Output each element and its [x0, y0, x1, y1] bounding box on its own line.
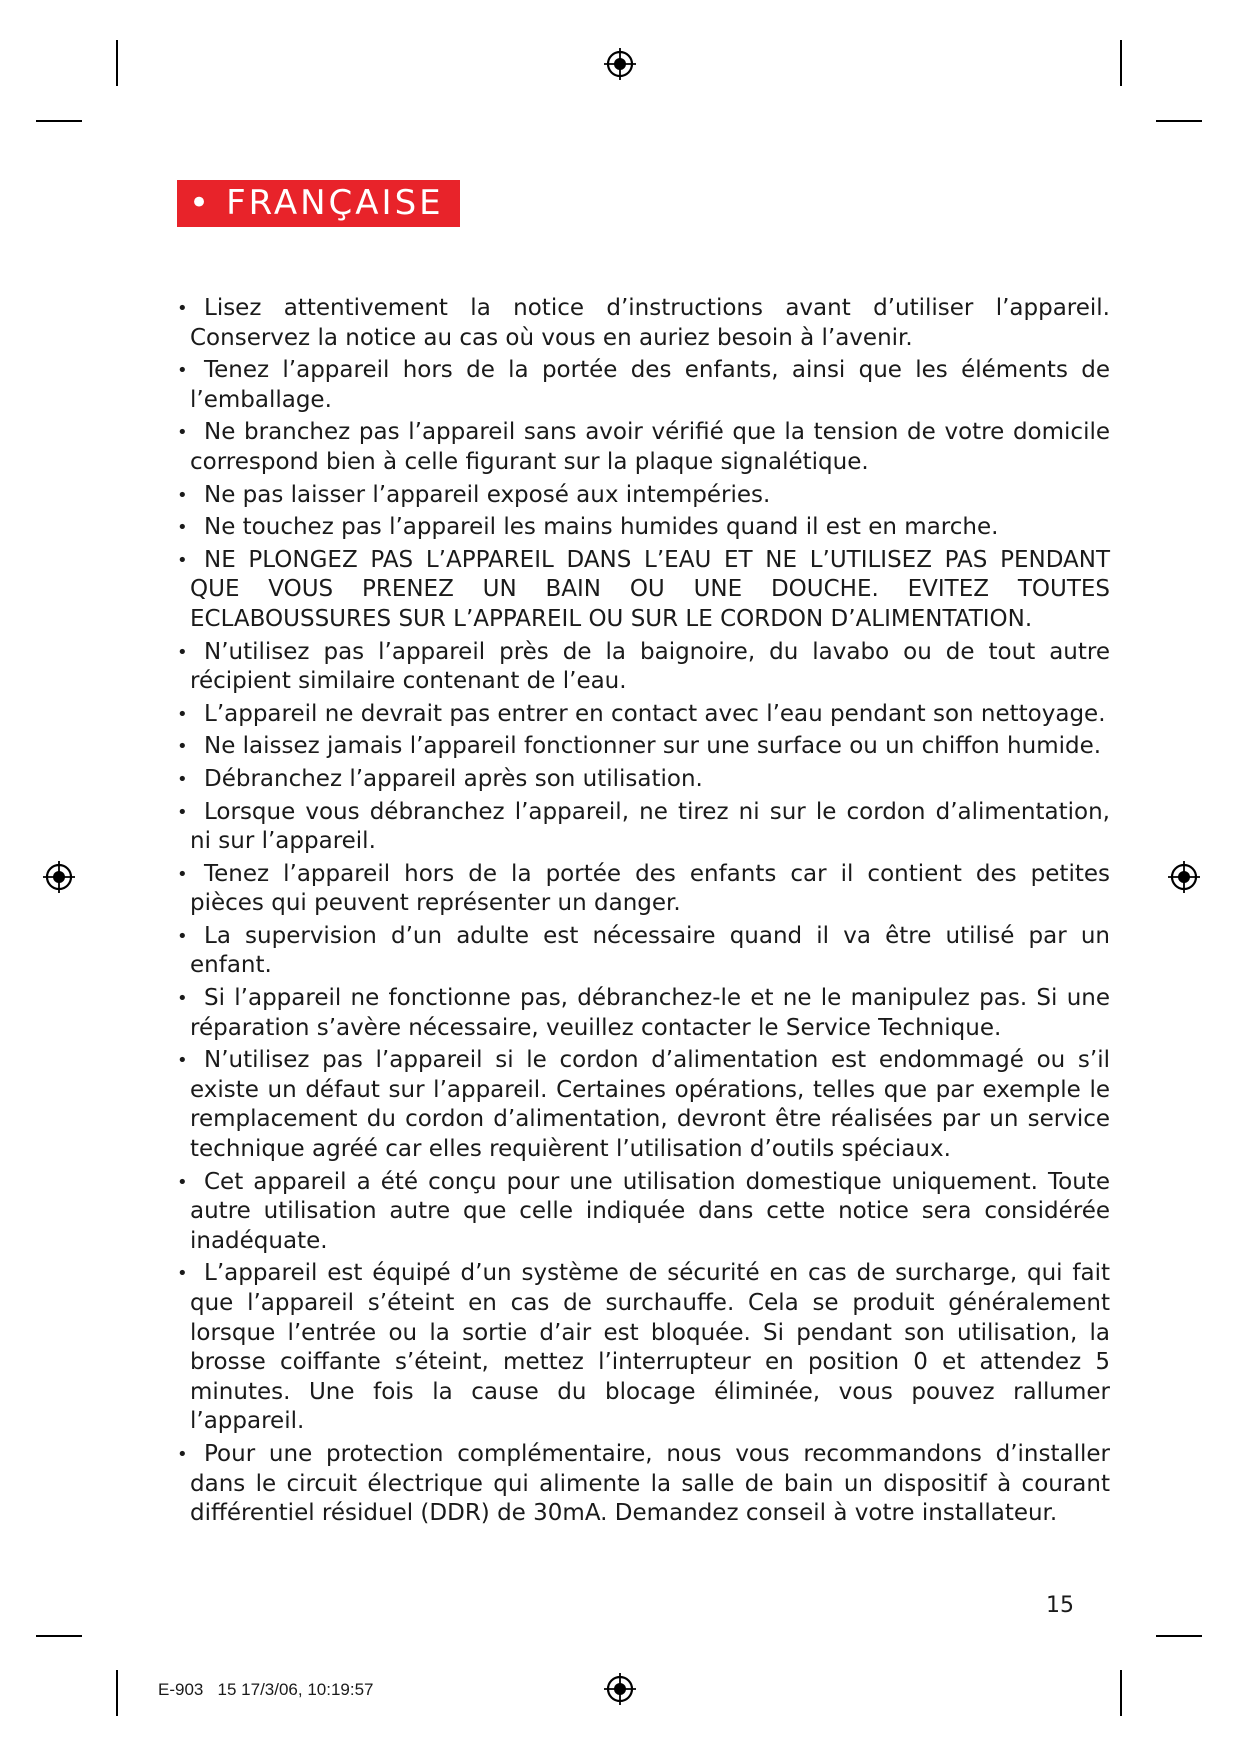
instruction-text: • L’appareil ne devrait pas entrer en contact avec l’eau pendant son nettoyage.: [204, 700, 1106, 727]
instruction-text: • Ne laissez jamais l’appareil fonctionner sur une surface ou un chiffon humide.: [204, 733, 1102, 760]
crop-mark-bottom-right-horizontal: [1156, 1635, 1202, 1637]
list-item: [190, 356, 1110, 415]
instruction-text: • N’utilisez pas l’appareil près de la baignoire, du lavabo ou de tout autre récipient similaire contenant de l’eau.: [190, 638, 1110, 695]
list-item: [190, 418, 1110, 477]
list-item: [190, 984, 1110, 1043]
instruction-text: • Tenez l’appareil hors de la portée des enfants car il contient des petites pièces qui peuvent représenter un danger.: [190, 860, 1110, 917]
instruction-text: • La supervision d’un adulte est nécessaire quand il va être utilisé par un enfant.: [190, 922, 1110, 979]
print-slug-footer: E-903 15 17/3/06, 10:19:57: [158, 1680, 374, 1699]
list-item: [190, 1259, 1110, 1437]
instruction-text: • Lorsque vous débranchez l’appareil, ne tirez ni sur le cordon d’alimentation, ni sur l’appareil.: [190, 798, 1110, 855]
instruction-text: • NE PLONGEZ PAS L’APPAREIL DANS L’EAU ET NE L’UTILISEZ PAS PENDANT QUE VOUS PRENEZ UN BAIN OU UNE DOUCHE. EVITEZ TOUTES ECLABOUSSURES SUR L’APPAREIL OU SUR LE CORDON D’ALIMENTATION.: [190, 546, 1110, 632]
registration-target-icon: [1166, 859, 1202, 895]
registration-target-icon: [602, 1671, 638, 1707]
safety-instructions-list: [190, 294, 1110, 1532]
list-item: [190, 732, 1110, 762]
section-header-badge: [177, 180, 460, 227]
list-item: [190, 1168, 1110, 1257]
section-title: FRANÇAISE: [226, 183, 444, 223]
list-item: [190, 860, 1110, 919]
list-item: [190, 1440, 1110, 1529]
list-item: [190, 798, 1110, 857]
instruction-text: • Pour une protection complémentaire, nous vous recommandons d’installer dans le circuit électrique qui alimente la salle de bain un dispositif à courant différentiel résiduel (DDR) de 30mA. Demandez conseil à votre installateur.: [190, 1440, 1110, 1527]
crop-mark-top-right-horizontal: [1156, 120, 1202, 122]
list-item: [190, 481, 1110, 511]
registration-target-icon: [602, 46, 638, 82]
crop-mark-bottom-left-horizontal: [36, 1635, 82, 1637]
crop-mark-bottom-left-vertical: [116, 1670, 118, 1716]
instruction-text: • Tenez l’appareil hors de la portée des enfants, ainsi que les éléments de l’emballage.: [190, 357, 1110, 413]
instruction-text: • L’appareil est équipé d’un système de sécurité en cas de surcharge, qui fait que l’appareil s’éteint en cas de surchauffe. Cela se produit généralement lorsque l’entrée ou la sortie d’air est bloquée. Si pendant son utilisation, la brosse coiffante s’éteint, mettez l’interrupteur en position 0 et attendez 5 minutes. Une fois la cause du blocage éliminée, vous pouvez rallumer l’appareil.: [190, 1260, 1110, 1435]
instruction-text: • Ne touchez pas l’appareil les mains humides quand il est en marche.: [204, 514, 999, 541]
instruction-text: • Ne pas laisser l’appareil exposé aux intempéries.: [204, 481, 771, 508]
crop-mark-top-left-vertical: [116, 40, 118, 86]
crop-mark-top-left-horizontal: [36, 120, 82, 122]
list-item: [190, 1046, 1110, 1164]
list-item: [190, 700, 1110, 730]
list-item: [190, 513, 1110, 543]
list-item: [190, 638, 1110, 697]
crop-mark-bottom-right-vertical: [1120, 1670, 1122, 1716]
instruction-text: • Ne branchez pas l’appareil sans avoir vérifié que la tension de votre domicile correspond bien à celle figurant sur la plaque signalétique.: [190, 419, 1110, 475]
list-item: [190, 922, 1110, 981]
crop-mark-top-right-vertical: [1120, 40, 1122, 86]
page-number: 15: [1046, 1593, 1074, 1618]
instruction-text: • Débranchez l’appareil après son utilisation.: [204, 765, 703, 792]
instruction-text: • Lisez attentivement la notice d’instructions avant d’utiliser l’appareil. Conservez la notice au cas où vous en auriez besoin à l’avenir.: [190, 295, 1110, 351]
list-item: [190, 765, 1110, 795]
instruction-text: • Cet appareil a été conçu pour une utilisation domestique uniquement. Toute autre utilisation autre que celle indiquée dans cette notice sera considérée inadéquate.: [190, 1168, 1110, 1254]
list-item: [190, 546, 1110, 635]
registration-target-icon: [41, 859, 77, 895]
instruction-text: • Si l’appareil ne fonctionne pas, débranchez-le et ne le manipulez pas. Si une réparation s’avère nécessaire, veuillez contacter le Service Technique.: [190, 985, 1110, 1041]
header-bullet: •: [189, 183, 213, 223]
instruction-text: • N’utilisez pas l’appareil si le cordon d’alimentation est endommagé ou s’il existe un défaut sur l’appareil. Certaines opérations, telles que par exemple le remplacement du cordon d’alimentation, devront être réalisées par un service technique agréé car elles requièrent l’utilisation d’outils spéciaux.: [190, 1047, 1110, 1163]
list-item: [190, 294, 1110, 353]
